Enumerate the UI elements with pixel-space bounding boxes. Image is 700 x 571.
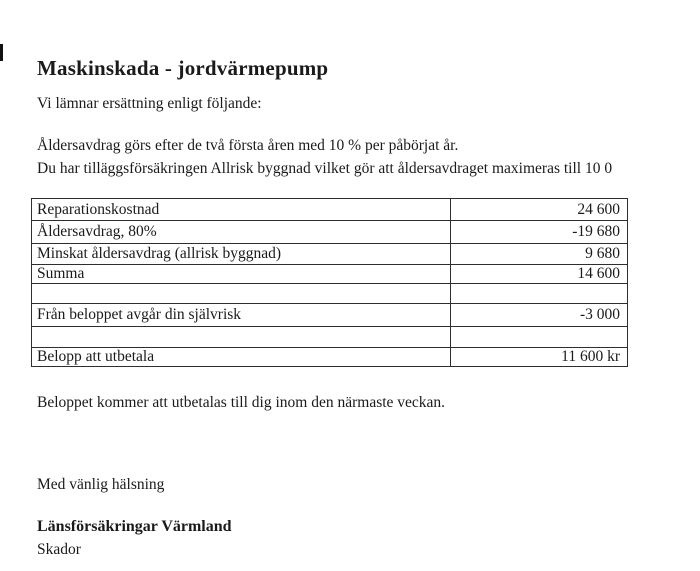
row-value: [451, 284, 628, 304]
row-label: Minskat åldersavdrag (allrisk byggnad): [32, 244, 451, 265]
table-row: [32, 199, 628, 221]
row-label: Åldersavdrag, 80%: [32, 221, 451, 244]
table-row-empty: [32, 284, 628, 304]
table-row: [32, 265, 628, 284]
page-title: Maskinskada - jordvärmepump: [37, 56, 329, 81]
row-value: 24 600: [451, 199, 628, 221]
row-value: -19 680: [451, 221, 628, 244]
closing-text: Med vänlig hälsning: [37, 476, 165, 493]
row-label: Summa: [32, 265, 451, 284]
row-label: Reparationskostnad: [32, 199, 451, 221]
row-label: [32, 284, 451, 304]
table-row-empty: [32, 327, 628, 348]
intro-text: Vi lämnar ersättning enligt följande:: [37, 95, 262, 112]
payout-note: Beloppet kommer att utbetalas till dig inom den närmaste veckan.: [37, 394, 446, 411]
row-value: [451, 327, 628, 348]
row-value: -3 000: [451, 304, 628, 327]
deduction-info: [37, 134, 612, 180]
table-row: [32, 304, 628, 327]
deduction-line-1: Åldersavdrag görs efter de två första åren med 10 % per påbörjat år.: [37, 137, 459, 154]
company-name: Länsförsäkringar Värmland: [37, 518, 232, 535]
settlement-table: [31, 198, 628, 367]
table-row: [32, 221, 628, 244]
table-row: [32, 348, 628, 367]
row-label: [32, 327, 451, 348]
deduction-line-2: Du har tilläggsförsäkringen Allrisk byggnad vilket gör att åldersavdraget maximeras till 10 0: [37, 160, 613, 177]
department-name: Skador: [37, 541, 81, 558]
row-value: 14 600: [451, 265, 628, 284]
row-value: 11 600 kr: [451, 348, 628, 367]
scan-edge-artifact: [0, 44, 3, 61]
table-row: [32, 244, 628, 265]
row-label: Från beloppet avgår din självrisk: [32, 304, 451, 327]
row-value: 9 680: [451, 244, 628, 265]
row-label: Belopp att utbetala: [32, 348, 451, 367]
